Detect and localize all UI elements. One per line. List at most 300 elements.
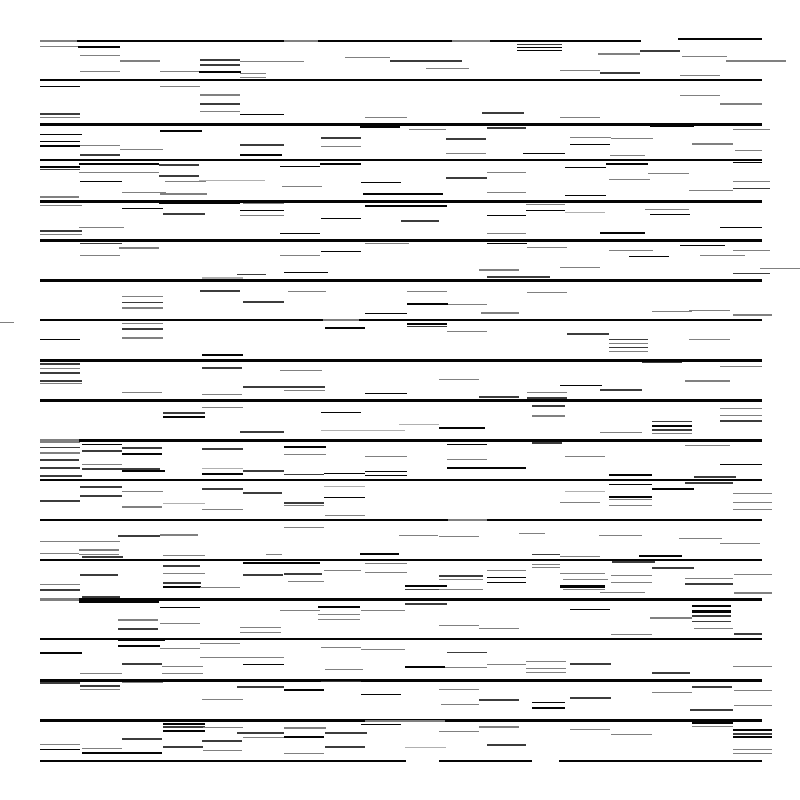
line-segment <box>726 60 786 62</box>
line-segment <box>487 127 526 129</box>
line-segment <box>439 625 479 626</box>
line-segment <box>523 153 565 154</box>
line-segment <box>361 182 401 183</box>
line-segment <box>609 496 652 498</box>
line-segment <box>439 536 479 537</box>
line-segment <box>720 103 762 105</box>
line-segment <box>407 291 447 292</box>
line-segment <box>447 467 526 469</box>
line-segment <box>40 79 762 81</box>
line-segment <box>360 126 400 128</box>
line-segment <box>439 427 485 429</box>
line-segment <box>448 304 487 305</box>
line-segment <box>365 205 409 207</box>
line-segment <box>321 430 405 431</box>
line-segment <box>600 72 640 74</box>
line-segment <box>243 203 284 204</box>
line-segment <box>284 727 326 729</box>
line-segment <box>679 538 722 539</box>
line-segment <box>611 734 652 735</box>
line-segment <box>611 575 652 576</box>
line-segment <box>532 442 562 444</box>
line-segment <box>40 760 406 762</box>
line-segment <box>159 201 240 204</box>
line-segment <box>734 592 772 594</box>
line-segment <box>598 53 640 55</box>
line-segment <box>160 193 207 195</box>
line-segment <box>441 704 479 705</box>
line-segment <box>407 326 447 327</box>
line-segment <box>122 738 162 740</box>
line-segment <box>439 589 483 590</box>
line-segment <box>40 319 762 321</box>
line-segment <box>567 333 609 335</box>
line-segment <box>240 215 284 216</box>
line-segment <box>40 459 79 461</box>
line-segment <box>439 731 479 732</box>
line-segment <box>526 668 566 669</box>
line-segment <box>80 255 120 256</box>
line-segment <box>284 573 322 575</box>
line-segment <box>527 247 567 248</box>
line-segment <box>609 351 648 352</box>
line-segment <box>40 141 80 142</box>
line-segment <box>560 573 605 574</box>
line-segment <box>600 389 642 391</box>
line-segment <box>645 209 689 210</box>
line-segment <box>40 372 80 374</box>
line-segment <box>237 686 284 688</box>
line-segment <box>40 230 82 232</box>
line-segment <box>240 73 266 74</box>
line-segment <box>733 129 770 130</box>
line-segment <box>82 748 122 749</box>
line-segment <box>365 117 407 118</box>
line-segment <box>280 233 320 234</box>
line-segment <box>360 553 399 555</box>
line-segment <box>487 172 526 173</box>
line-segment <box>40 589 80 591</box>
line-segment <box>405 747 446 748</box>
line-segment <box>652 488 694 490</box>
line-segment <box>288 291 326 292</box>
line-segment <box>163 730 205 732</box>
line-segment <box>122 328 163 330</box>
line-segment <box>202 509 243 510</box>
line-segment <box>122 323 163 324</box>
line-segment <box>202 277 243 279</box>
line-segment <box>122 470 165 472</box>
line-segment <box>720 415 762 416</box>
line-segment <box>532 567 560 568</box>
line-segment <box>80 71 120 72</box>
line-segment <box>650 214 690 215</box>
line-segment <box>163 723 205 725</box>
line-segment <box>532 707 565 709</box>
line-segment <box>363 193 443 195</box>
line-segment <box>122 682 163 683</box>
line-segment <box>560 556 600 557</box>
line-segment <box>200 290 240 292</box>
line-segment <box>487 664 526 665</box>
line-segment <box>318 614 360 615</box>
line-segment <box>479 699 519 701</box>
line-segment <box>79 172 159 173</box>
line-segment <box>652 425 692 427</box>
line-segment <box>40 719 762 722</box>
line-segment <box>652 421 692 422</box>
line-segment <box>487 577 526 578</box>
line-segment <box>324 570 361 571</box>
line-segment <box>200 59 240 61</box>
line-segment <box>700 255 745 256</box>
line-segment <box>324 486 365 487</box>
line-segment <box>565 167 606 168</box>
line-segment <box>40 475 82 477</box>
line-segment <box>40 553 79 554</box>
line-segment <box>321 647 361 648</box>
line-segment <box>240 114 284 115</box>
line-segment <box>609 499 652 500</box>
line-segment <box>284 753 324 754</box>
line-segment <box>40 200 762 203</box>
line-segment <box>162 673 203 674</box>
line-segment <box>733 753 772 754</box>
line-segment <box>163 555 205 556</box>
line-segment <box>685 445 730 446</box>
line-segment <box>82 468 160 470</box>
line-segment <box>202 448 243 450</box>
line-segment <box>243 301 284 303</box>
line-segment <box>40 359 762 362</box>
line-segment <box>162 666 203 667</box>
line-segment <box>609 250 653 251</box>
line-segment <box>361 694 401 695</box>
line-segment <box>733 188 770 189</box>
line-segment <box>720 408 762 409</box>
line-segment <box>160 130 202 132</box>
line-segment <box>325 732 367 734</box>
line-segment <box>652 429 692 431</box>
line-segment <box>159 175 199 177</box>
line-segment <box>40 134 82 135</box>
line-segment <box>40 123 762 126</box>
line-segment <box>600 432 642 433</box>
line-segment <box>80 689 120 690</box>
line-segment <box>532 405 565 407</box>
line-segment <box>692 726 733 727</box>
line-segment <box>570 663 611 665</box>
line-segment <box>447 444 487 445</box>
line-segment <box>609 343 648 344</box>
line-segment <box>202 488 243 490</box>
line-segment <box>163 726 205 728</box>
line-segment <box>570 609 610 610</box>
line-segment <box>526 204 565 205</box>
line-segment <box>321 251 361 252</box>
line-segment <box>200 111 240 112</box>
line-segment <box>80 243 122 244</box>
line-segment <box>321 137 361 139</box>
line-segment <box>40 638 762 640</box>
line-segment <box>324 473 365 474</box>
line-segment <box>40 234 82 235</box>
line-segment <box>118 639 165 641</box>
line-segment <box>487 215 526 216</box>
line-segment <box>122 307 163 309</box>
line-segment <box>40 439 79 442</box>
line-segment <box>560 385 602 386</box>
line-segment <box>122 447 162 449</box>
line-segment <box>40 159 762 161</box>
line-segment <box>527 292 567 293</box>
line-segment <box>202 367 242 369</box>
line-segment <box>606 163 648 165</box>
line-segment <box>680 245 725 246</box>
line-segment <box>122 192 166 193</box>
line-segment <box>480 201 600 203</box>
line-segment <box>40 166 80 168</box>
line-segment <box>118 628 158 630</box>
line-segment <box>160 86 200 87</box>
line-segment <box>532 415 565 417</box>
line-segment <box>266 554 282 555</box>
line-segment <box>448 519 487 521</box>
line-segment <box>284 272 328 273</box>
line-segment <box>487 582 526 583</box>
line-segment <box>325 746 365 748</box>
line-segment <box>733 729 772 731</box>
line-segment <box>40 383 82 384</box>
line-segment <box>482 112 524 114</box>
line-segment <box>447 652 487 653</box>
line-segment <box>200 94 240 96</box>
line-segment <box>40 467 80 469</box>
line-segment <box>40 598 79 601</box>
line-segment <box>600 232 645 234</box>
line-segment <box>80 145 120 146</box>
line-segment <box>284 505 324 506</box>
line-segment <box>426 68 469 69</box>
line-segment <box>447 331 487 332</box>
line-segment <box>325 515 365 516</box>
line-segment <box>479 269 519 271</box>
line-segment <box>720 543 760 544</box>
line-segment <box>439 689 479 690</box>
line-segment <box>680 75 720 76</box>
line-segment <box>446 138 486 140</box>
line-segment <box>519 533 545 534</box>
line-segment <box>82 464 122 465</box>
line-segment <box>680 95 720 96</box>
line-segment <box>733 666 772 667</box>
line-segment <box>80 495 122 497</box>
line-segment <box>243 574 283 576</box>
line-segment <box>401 220 439 222</box>
line-segment <box>240 61 304 62</box>
line-segment <box>324 497 365 498</box>
line-segment <box>560 70 600 71</box>
line-segment <box>202 699 243 700</box>
line-segment <box>82 752 162 754</box>
line-segment <box>240 431 284 433</box>
line-segment <box>200 64 240 66</box>
line-segment <box>40 40 77 42</box>
line-segment <box>79 554 119 555</box>
line-segment <box>487 243 527 244</box>
line-segment <box>365 313 407 314</box>
line-segment <box>640 50 680 52</box>
line-segment <box>685 578 733 579</box>
line-segment <box>446 153 486 154</box>
line-segment <box>652 567 694 569</box>
line-segment <box>163 416 205 418</box>
line-segment <box>559 760 762 762</box>
line-segment <box>321 681 361 682</box>
line-segment <box>642 240 690 242</box>
line-segment <box>611 582 652 583</box>
line-segment <box>280 255 320 256</box>
line-segment <box>685 380 730 382</box>
line-segment <box>321 218 361 219</box>
line-segment <box>40 744 80 745</box>
line-segment <box>570 697 611 699</box>
line-segment <box>565 212 605 213</box>
line-segment <box>237 732 284 734</box>
line-segment <box>692 143 733 145</box>
line-segment <box>40 452 80 454</box>
line-segment <box>40 86 80 87</box>
line-segment <box>517 47 562 48</box>
line-segment <box>40 559 762 561</box>
line-segment <box>284 689 324 691</box>
line-segment <box>445 667 487 668</box>
line-segment <box>609 339 648 340</box>
line-segment <box>733 509 772 510</box>
line-segment <box>532 554 560 555</box>
line-segment <box>345 57 390 58</box>
line-segment <box>609 347 648 348</box>
line-segment <box>733 733 772 735</box>
line-segment <box>40 239 762 242</box>
line-segment <box>600 592 645 593</box>
line-segment <box>79 549 119 551</box>
line-segment <box>733 736 772 738</box>
line-segment <box>365 572 407 573</box>
line-segment <box>200 657 284 658</box>
line-segment <box>200 643 240 644</box>
line-segment <box>639 555 682 557</box>
line-segment <box>40 145 80 147</box>
line-segment <box>122 302 163 303</box>
line-segment <box>365 471 407 472</box>
line-segment <box>487 276 550 278</box>
line-segment <box>284 502 324 504</box>
line-segment <box>526 661 566 662</box>
line-segment <box>40 584 80 585</box>
line-segment <box>648 173 689 174</box>
line-segment <box>532 564 560 565</box>
line-segment <box>720 464 762 465</box>
line-segment <box>733 250 770 251</box>
line-segment <box>609 179 650 180</box>
line-segment <box>280 610 320 611</box>
line-segment <box>487 233 526 234</box>
line-segment <box>652 692 692 693</box>
line-segment <box>407 303 448 305</box>
line-segment <box>122 453 162 455</box>
line-segment <box>320 163 361 165</box>
line-segment <box>560 585 605 588</box>
line-segment <box>399 535 438 536</box>
line-segment <box>365 243 409 244</box>
line-segment <box>118 645 160 647</box>
line-segment <box>365 720 445 722</box>
line-segment <box>405 666 445 668</box>
line-segment <box>160 71 200 72</box>
line-segment <box>80 673 122 674</box>
line-segment <box>40 682 80 684</box>
line-segment <box>280 370 322 371</box>
line-segment <box>689 339 730 340</box>
line-segment <box>40 339 80 340</box>
line-segment <box>79 227 124 228</box>
line-segment <box>160 623 200 624</box>
line-segment <box>439 379 479 380</box>
line-segment <box>650 125 694 127</box>
line-segment <box>40 40 641 42</box>
line-segment <box>203 750 242 751</box>
line-segment <box>409 205 447 207</box>
line-segment <box>452 40 490 42</box>
line-segment <box>163 412 205 414</box>
line-segment <box>122 296 163 297</box>
line-segment <box>160 534 198 536</box>
line-segment <box>122 337 163 339</box>
line-segment <box>78 46 120 48</box>
line-segment <box>532 702 565 703</box>
line-segment <box>82 596 120 598</box>
line-segment <box>609 505 652 506</box>
line-segment <box>119 247 159 249</box>
line-segment <box>692 722 733 724</box>
line-segment <box>560 267 600 268</box>
line-segment <box>733 502 772 503</box>
line-segment <box>243 492 282 494</box>
line-segment <box>82 444 122 445</box>
line-segment <box>82 556 123 558</box>
line-segment <box>652 311 692 312</box>
line-segment <box>40 205 82 206</box>
line-segment <box>202 473 243 475</box>
line-segment <box>720 420 762 422</box>
line-segment <box>82 450 122 452</box>
line-segment <box>200 103 240 105</box>
line-segment <box>80 486 122 488</box>
line-segment <box>642 362 682 363</box>
line-segment <box>682 56 727 57</box>
line-segment <box>479 628 519 629</box>
line-segment <box>40 652 82 654</box>
line-segment <box>118 619 158 621</box>
line-segment <box>446 177 487 179</box>
line-segment <box>122 491 163 492</box>
line-segment <box>570 144 610 145</box>
line-segment <box>243 562 320 564</box>
line-segment <box>527 397 567 399</box>
line-segment <box>0 322 14 323</box>
line-segment <box>611 634 652 635</box>
